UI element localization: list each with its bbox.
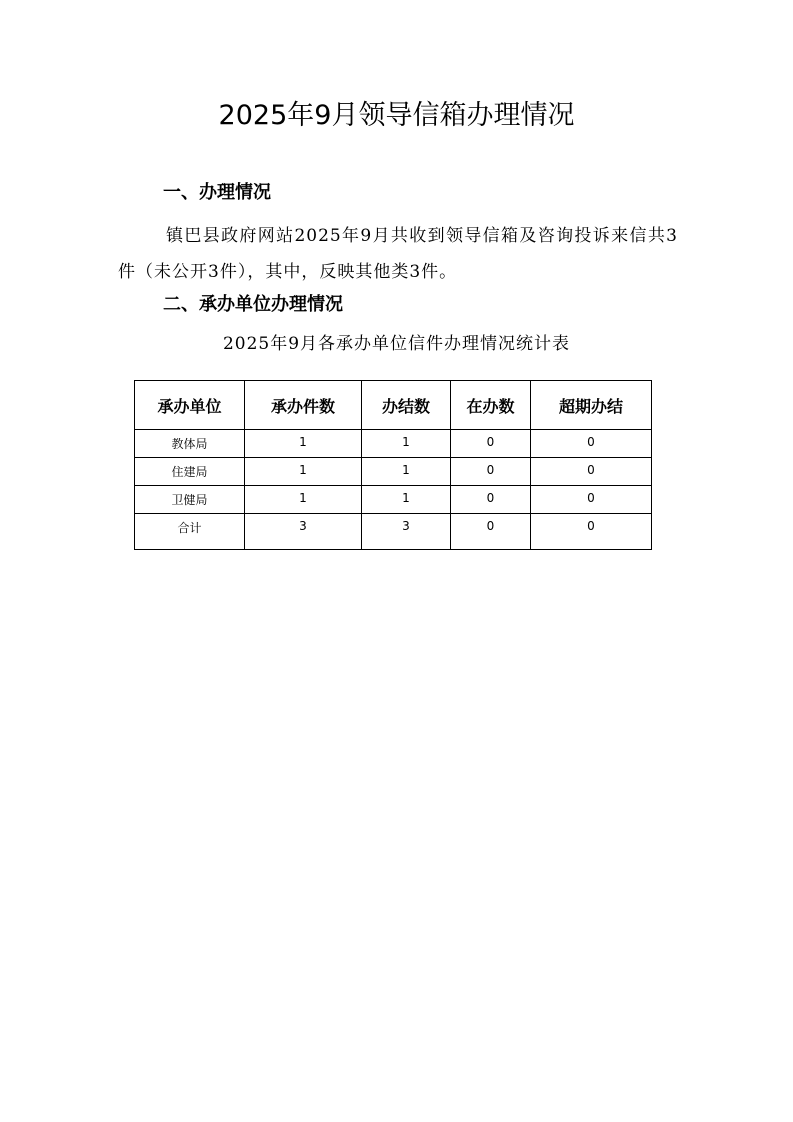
cell-unit: 住建局 [135, 458, 245, 486]
cell-received: 3 [245, 514, 362, 550]
cell-in-progress: 0 [451, 430, 531, 458]
handling-summary-paragraph: 镇巴县政府网站2025年9月共收到领导信箱及咨询投诉来信共3件（未公开3件），其中，反映其他类3件。 [118, 226, 678, 282]
cell-unit: 教体局 [135, 430, 245, 458]
column-header-unit: 承办单位 [135, 381, 245, 430]
column-header-completed: 办结数 [362, 381, 451, 430]
page-title: 2025年9月领导信箱办理情况 [218, 100, 575, 131]
cell-overdue: 0 [531, 486, 652, 514]
table-row [135, 458, 652, 486]
cell-completed: 3 [362, 514, 451, 550]
cell-completed: 1 [362, 458, 451, 486]
cell-in-progress: 0 [451, 514, 531, 550]
cell-received: 1 [245, 430, 362, 458]
cell-unit: 卫健局 [135, 486, 245, 514]
table-caption: 2025年9月各承办单位信件办理情况统计表 [222, 334, 571, 354]
table-total-row [135, 514, 652, 550]
cell-in-progress: 0 [451, 458, 531, 486]
cell-received: 1 [245, 486, 362, 514]
cell-received: 1 [245, 458, 362, 486]
column-header-received: 承办件数 [245, 381, 362, 430]
table-row [135, 486, 652, 514]
cell-completed: 1 [362, 486, 451, 514]
cell-unit: 合计 [135, 514, 245, 550]
cell-overdue: 0 [531, 458, 652, 486]
column-header-overdue: 超期办结 [531, 381, 652, 430]
cell-in-progress: 0 [451, 486, 531, 514]
cell-overdue: 0 [531, 430, 652, 458]
table-row [135, 430, 652, 458]
statistics-table [134, 380, 652, 550]
column-header-in-progress: 在办数 [451, 381, 531, 430]
section-heading-handling: 一、办理情况 [163, 182, 271, 203]
section-heading-units: 二、承办单位办理情况 [163, 294, 343, 315]
cell-overdue: 0 [531, 514, 652, 550]
cell-completed: 1 [362, 430, 451, 458]
table-header-row [135, 381, 652, 430]
